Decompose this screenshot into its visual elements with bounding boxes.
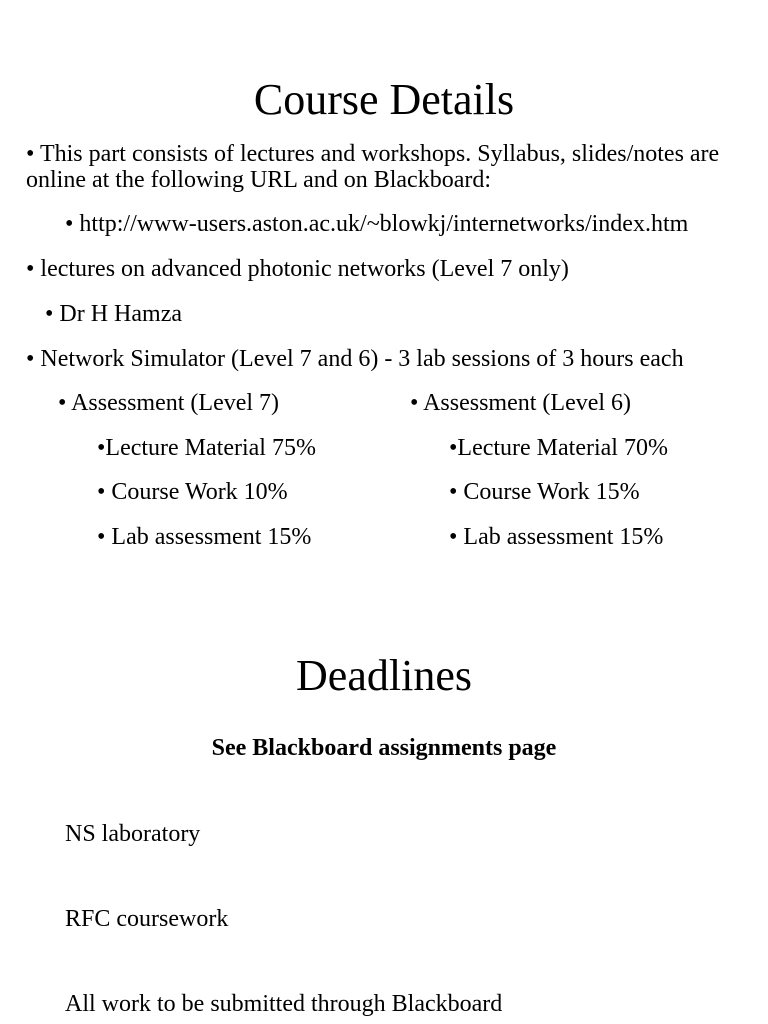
lectures-bullet: • lectures on advanced photonic networks (Level 7 only) (26, 256, 569, 282)
level-7-lecture-material: •Lecture Material 75% (97, 435, 316, 461)
url-bullet: • http://www-users.aston.ac.uk/~blowkj/internetworks/index.htm (65, 211, 689, 237)
assessment-level-6-heading: • Assessment (Level 6) (410, 390, 632, 416)
level-6-lab-assessment: • Lab assessment 15% (449, 524, 664, 550)
deadlines-title: Deadlines (296, 651, 472, 700)
level-6-course-work: • Course Work 15% (449, 479, 640, 505)
assessment-level-7-heading: • Assessment (Level 7) (58, 390, 280, 416)
simulator-bullet: • Network Simulator (Level 7 and 6) - 3 lab sessions of 3 hours each (26, 346, 684, 372)
level-7-lab-assessment: • Lab assessment 15% (97, 524, 312, 550)
level-6-lecture-material: •Lecture Material 70% (449, 435, 668, 461)
level-7-course-work: • Course Work 10% (97, 479, 288, 505)
intro-bullet: • This part consists of lectures and workshops. Syllabus, slides/notes are online at the following URL and on Blackboard: (26, 141, 720, 193)
lecturer-bullet: • Dr H Hamza (45, 301, 183, 327)
deadline-rfc-coursework: RFC coursework (65, 906, 229, 932)
deadline-submission-note: All work to be submitted through Blackboard (65, 991, 503, 1017)
deadline-ns-laboratory: NS laboratory (65, 821, 201, 847)
deadlines-subtitle: See Blackboard assignments page (211, 735, 557, 761)
course-details-title: Course Details (253, 75, 515, 124)
